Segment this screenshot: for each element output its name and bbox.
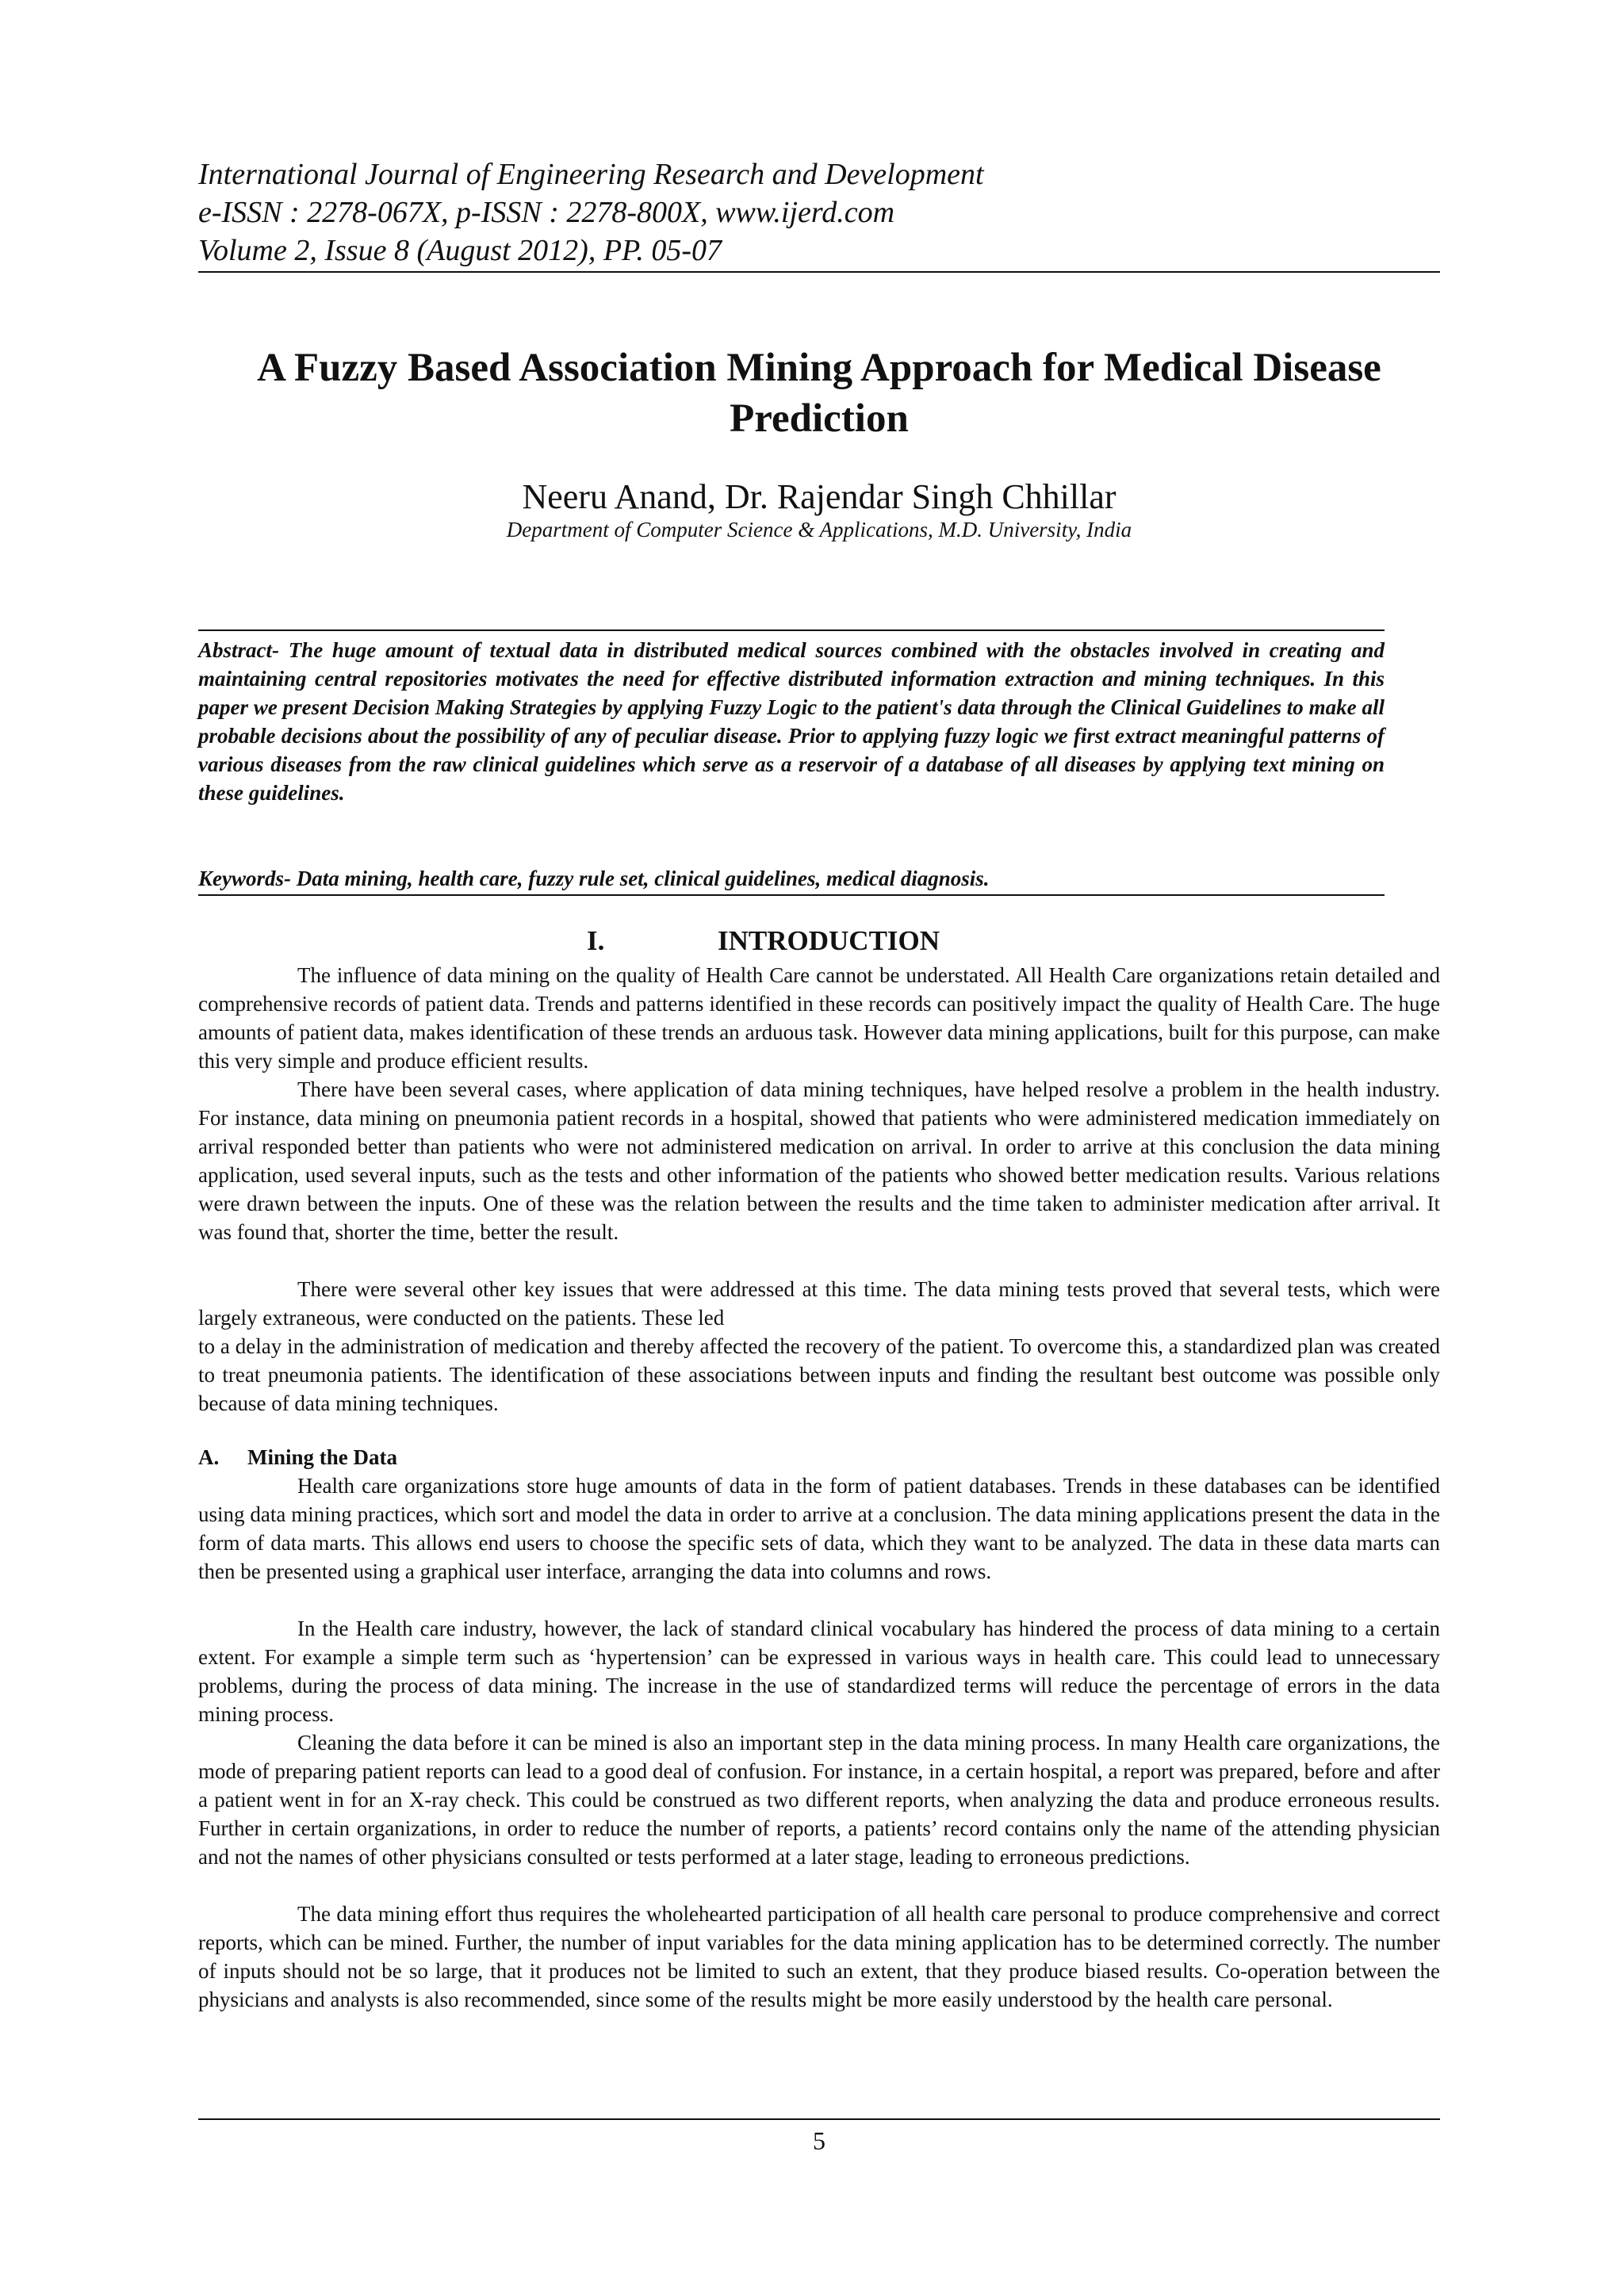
subsection-title: Mining the Data (247, 1445, 397, 1469)
mining-paragraph-3: Cleaning the data before it can be mined is also an important step in the data mining process. In many Health care organizations, the mode of preparing patient reports can lead to a good deal of confusion. For instance, in a certain hospital, a report was prepared, before and after a patient went in for an X-ray check. This could be construed as two different reports, when analyzing the data and produce erroneous results. Further in certain organizations, in order to reduce the number of reports, a patients’ record contains only the name of the attending physician and not the names of other physicians consulted or tests performed at a later stage, leading to erroneous predictions. (198, 1731, 1440, 1869)
footer-divider (198, 2118, 1440, 2120)
abstract-top-divider (198, 629, 1385, 631)
journal-header (198, 155, 1440, 270)
section-title: INTRODUCTION (718, 925, 940, 956)
paper-authors: Neeru Anand, Dr. Rajendar Singh Chhillar (522, 477, 1116, 516)
abstract-bottom-divider (198, 894, 1385, 896)
abstract-text: Abstract- The huge amount of textual data in distributed medical sources combined with the obstacles involved in creating and maintaining central repositories motivates the need for effective distributed information extraction and mining techniques. In this paper we present Decision Making Strategies by applying Fuzzy Logic to the patient's data through the Clinical Guidelines to make all probable decisions about the possibility of any of peculiar disease. Prior to applying fuzzy logic we first extract meaningful patterns of various diseases from the raw clinical guidelines which serve as a reservoir of a database of all diseases by applying text mining on these guidelines. (198, 638, 1385, 805)
section-number: I. (587, 925, 605, 956)
page-number: 5 (813, 2126, 825, 2155)
subsection-heading-mining-the-data (198, 1443, 397, 1471)
mining-paragraph-4: The data mining effort thus requires the wholehearted participation of all health care personal to produce comprehensive and correct reports, which can be mined. Further, the number of input variables for the data mining application has to be determined correctly. The number of inputs should not be so large, that it produces not be limited to such an extent, that they produce biased results. Co-operation between the physicians and analysts is also recommended, since some of the results might be more easily understood by the health care personal. (198, 1902, 1440, 2011)
intro-paragraph-2: There have been several cases, where application of data mining techniques, have helped resolve a problem in the health industry. For instance, data mining on pneumonia patient records in a hospital, showed that patients who were administered medication immediately on arrival responded better than patients who were not administered medication on arrival. In order to arrive at this conclusion the data mining application, used several inputs, such as the tests and other information of the patients who showed better medication results. Various relations were drawn between the inputs. One of these was the relation between the results and the time taken to administer medication after arrival. It was found that, shorter the time, better the result. (198, 1077, 1440, 1244)
paper-affiliation: Department of Computer Science & Applications, M.D. University, India (506, 518, 1132, 541)
intro-paragraph-3: There were several other key issues that were addressed at this time. The data mining tests proved that several tests, which were largely extraneous, were conducted on the patients. These led (198, 1277, 1440, 1330)
intro-paragraph-1: The influence of data mining on the quality of Health Care cannot be understated. All Health Care organizations retain detailed and comprehensive records of patient data. Trends and patterns identified in these records can positively impact the quality of Health Care. The huge amounts of patient data, makes identification of these trends an arduous task. However data mining applications, built for this purpose, can make this very simple and produce efficient results. (198, 963, 1440, 1073)
keywords-text: Keywords- Data mining, health care, fuzzy rule set, clinical guidelines, medical diagnosis. (198, 867, 990, 890)
journal-issn: e-ISSN : 2278-067X, p-ISSN : 2278-800X, www.ijerd.com (198, 196, 895, 229)
mining-paragraph-2: In the Health care industry, however, the lack of standard clinical vocabulary has hindered the process of data mining to a certain extent. For example a simple term such as ‘hypertension’ can be expressed in various ways in health care. This could lead to unnecessary problems, during the process of data mining. The increase in the use of standardized terms will reduce the percentage of errors in the data mining process. (198, 1617, 1440, 1726)
journal-volume: Volume 2, Issue 8 (August 2012), PP. 05-07 (198, 234, 722, 267)
mining-paragraph-1: Health care organizations store huge amounts of data in the form of patient databases. Trends in these databases can be identified using data mining practices, which sort and model the data in order to arrive at a conclusion. The data mining applications present the data in the form of data marts. This allows end users to choose the specific sets of data, which they want to be analyzed. The data in these data marts can then be presented using a graphical user interface, arranging the data into columns and rows. (198, 1474, 1440, 1583)
header-divider (198, 271, 1440, 273)
journal-name: International Journal of Engineering Research and Development (198, 158, 984, 191)
paper-title: A Fuzzy Based Association Mining Approach for Medical Disease Prediction (257, 346, 1381, 441)
intro-paragraph-4: to a delay in the administration of medication and thereby affected the recovery of the patient. To overcome this, a standardized plan was created to treat pneumonia patients. The identification of these associations between inputs and finding the resultant best outcome was possible only because of data mining techniques. (198, 1334, 1440, 1415)
subsection-letter: A. (198, 1445, 220, 1469)
